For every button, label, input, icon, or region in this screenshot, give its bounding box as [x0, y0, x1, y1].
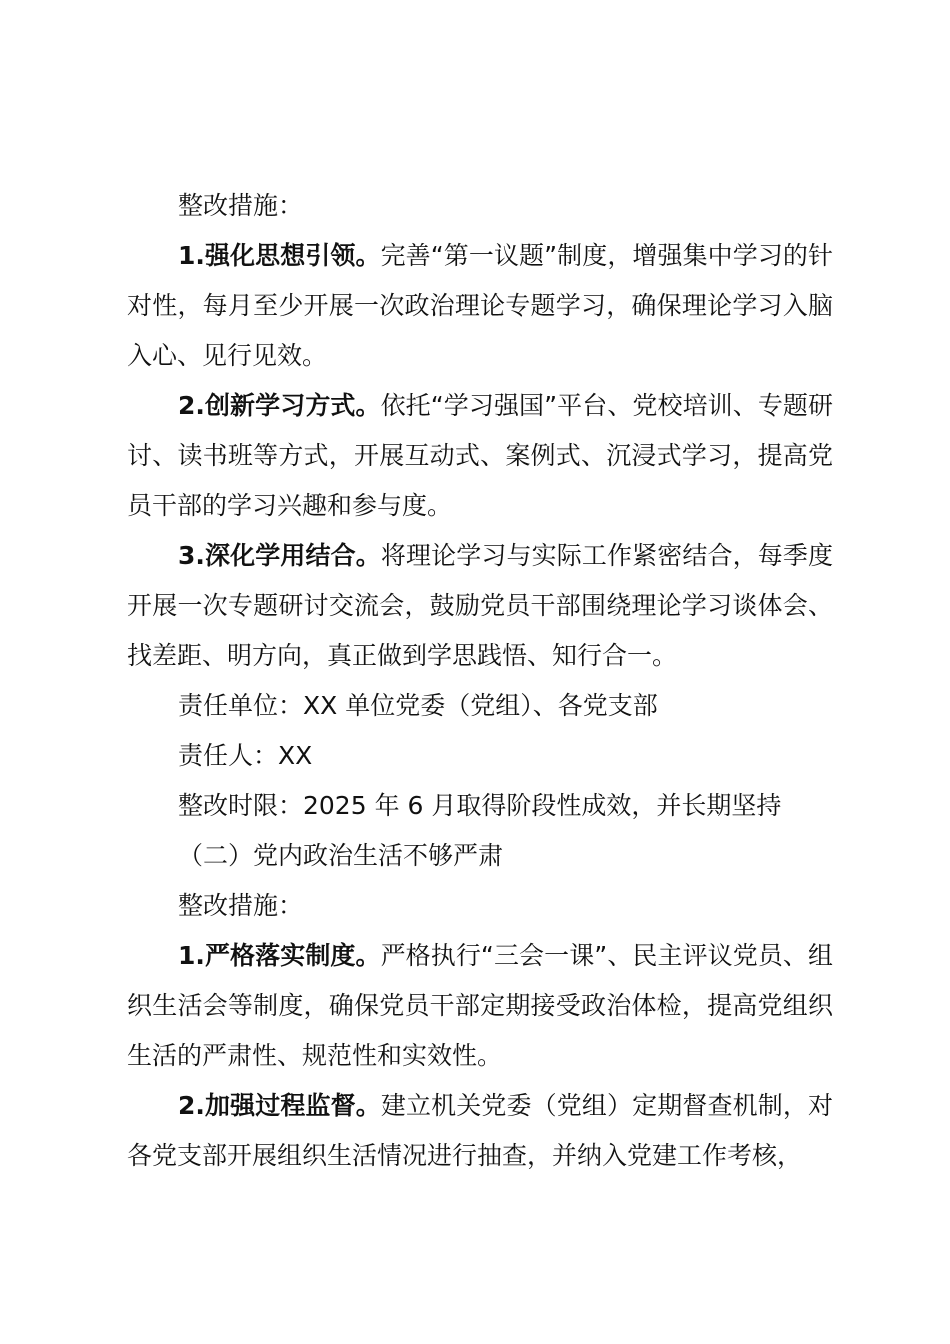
- paragraph-responsible-unit: [127, 681, 833, 731]
- paragraph-text: 整改措施：: [178, 191, 304, 220]
- paragraph-text: 建立机关党委（党组）定期督查机制，对各党支部开展组织生活情况进行抽查，并纳入党建工作考核，: [127, 1091, 833, 1170]
- paragraph-measure-innovate-learning: [127, 381, 833, 531]
- paragraph-lead: 1.严格落实制度。: [178, 941, 381, 970]
- paragraph-rectification-measures-heading-2: [127, 881, 833, 931]
- document-body: [127, 181, 833, 1181]
- paragraph-text: 完善“第一议题”制度，增强集中学习的针对性，每月至少开展一次政治理论专题学习，确保理论学习入脑入心、见行见效。: [127, 241, 833, 370]
- paragraph-lead: 3.深化学用结合。: [178, 541, 381, 570]
- paragraph-measure-strengthen-guidance: [127, 231, 833, 381]
- paragraph-text: 责任单位：XX 单位党委（党组）、各党支部: [178, 691, 658, 720]
- section-heading-party-life: [127, 831, 833, 881]
- paragraph-measure-deepen-application: [127, 531, 833, 681]
- paragraph-text: 依托“学习强国”平台、党校培训、专题研讨、读书班等方式，开展互动式、案例式、沉浸式学习，提高党员干部的学习兴趣和参与度。: [127, 391, 833, 520]
- paragraph-text: 整改时限：2025 年 6 月取得阶段性成效，并长期坚持: [178, 791, 782, 820]
- paragraph-text: 整改措施：: [178, 891, 304, 920]
- paragraph-text: 责任人：XX: [178, 741, 313, 770]
- paragraph-responsible-person: [127, 731, 833, 781]
- paragraph-lead: 2.创新学习方式。: [178, 391, 381, 420]
- paragraph-deadline: [127, 781, 833, 831]
- paragraph-lead: 2.加强过程监督。: [178, 1091, 381, 1120]
- paragraph-rectification-measures-heading: [127, 181, 833, 231]
- paragraph-lead: 1.强化思想引领。: [178, 241, 381, 270]
- paragraph-measure-strict-system: [127, 931, 833, 1081]
- paragraph-text: （二）党内政治生活不够严肃: [178, 841, 504, 870]
- paragraph-measure-process-supervision: [127, 1081, 833, 1181]
- paragraph-text: 严格执行“三会一课”、民主评议党员、组织生活会等制度，确保党员干部定期接受政治体检，提高党组织生活的严肃性、规范性和实效性。: [127, 941, 833, 1070]
- paragraph-text: 将理论学习与实际工作紧密结合，每季度开展一次专题研讨交流会，鼓励党员干部围绕理论学习谈体会、找差距、明方向，真正做到学思践悟、知行合一。: [127, 541, 833, 670]
